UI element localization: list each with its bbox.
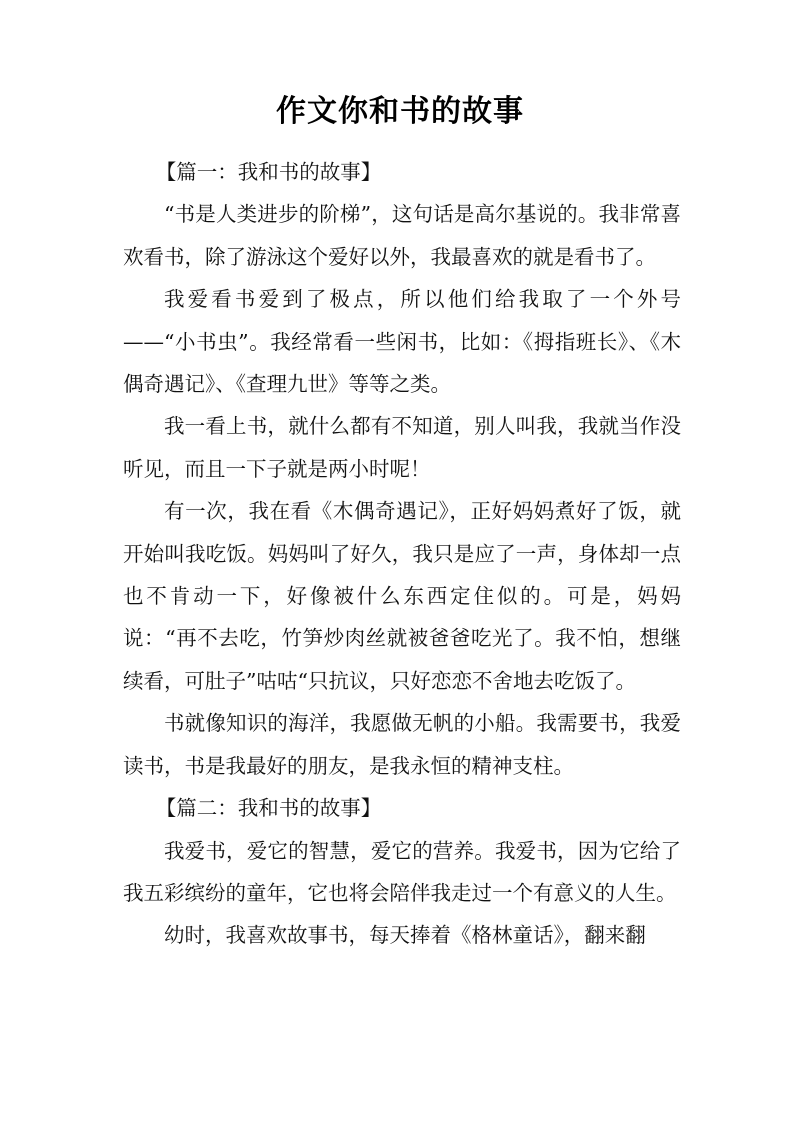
paragraph: 幼时，我喜欢故事书，每天捧着《格林童话》，翻来翻 (164, 923, 646, 948)
paragraph: 我爱看书爱到了极点，所以他们给我取了一个外号——“小书虫”。我经常看一些闲书，比如：《拇指班长》、《木偶奇遇记》、《查理九世》等等之类。 (123, 287, 681, 397)
document-body (123, 151, 681, 957)
paragraph: 我爱书，爱它的智慧，爱它的营养。我爱书，因为它给了我五彩缤纷的童年，它也将会陪伴我走过一个有意义的人生。 (123, 838, 681, 905)
paragraph: 有一次，我在看《木偶奇遇记》，正好妈妈煮好了饭，就开始叫我吃饭。妈妈叫了好久，我只是应了一声，身体却一点也不肯动一下，好像被什么东西定住似的。可是，妈妈说：“再不去吃，竹笋炒肉丝就被爸爸吃光了。我不怕，想继续看，可肚子”咕咕“只抗议，只好恋恋不舍地去吃饭了。 (123, 499, 681, 693)
paragraph: “书是人类进步的阶梯”，这句话是高尔基说的。我非常喜欢看书，除了游泳这个爱好以外，我最喜欢的就是看书了。 (123, 202, 681, 269)
section-heading-1: 【篇一：我和书的故事】 (155, 160, 382, 184)
document-title: 作文你和书的故事 (276, 94, 524, 129)
paragraph: 我一看上书，就什么都有不知道，别人叫我，我就当作没听见，而且一下子就是两小时呢！ (123, 414, 681, 481)
paragraph: 书就像知识的海洋，我愿做无帆的小船。我需要书，我爱读书，书是我最好的朋友，是我永恒的精神支柱。 (123, 711, 681, 778)
section-heading-2: 【篇二：我和书的故事】 (155, 796, 382, 821)
